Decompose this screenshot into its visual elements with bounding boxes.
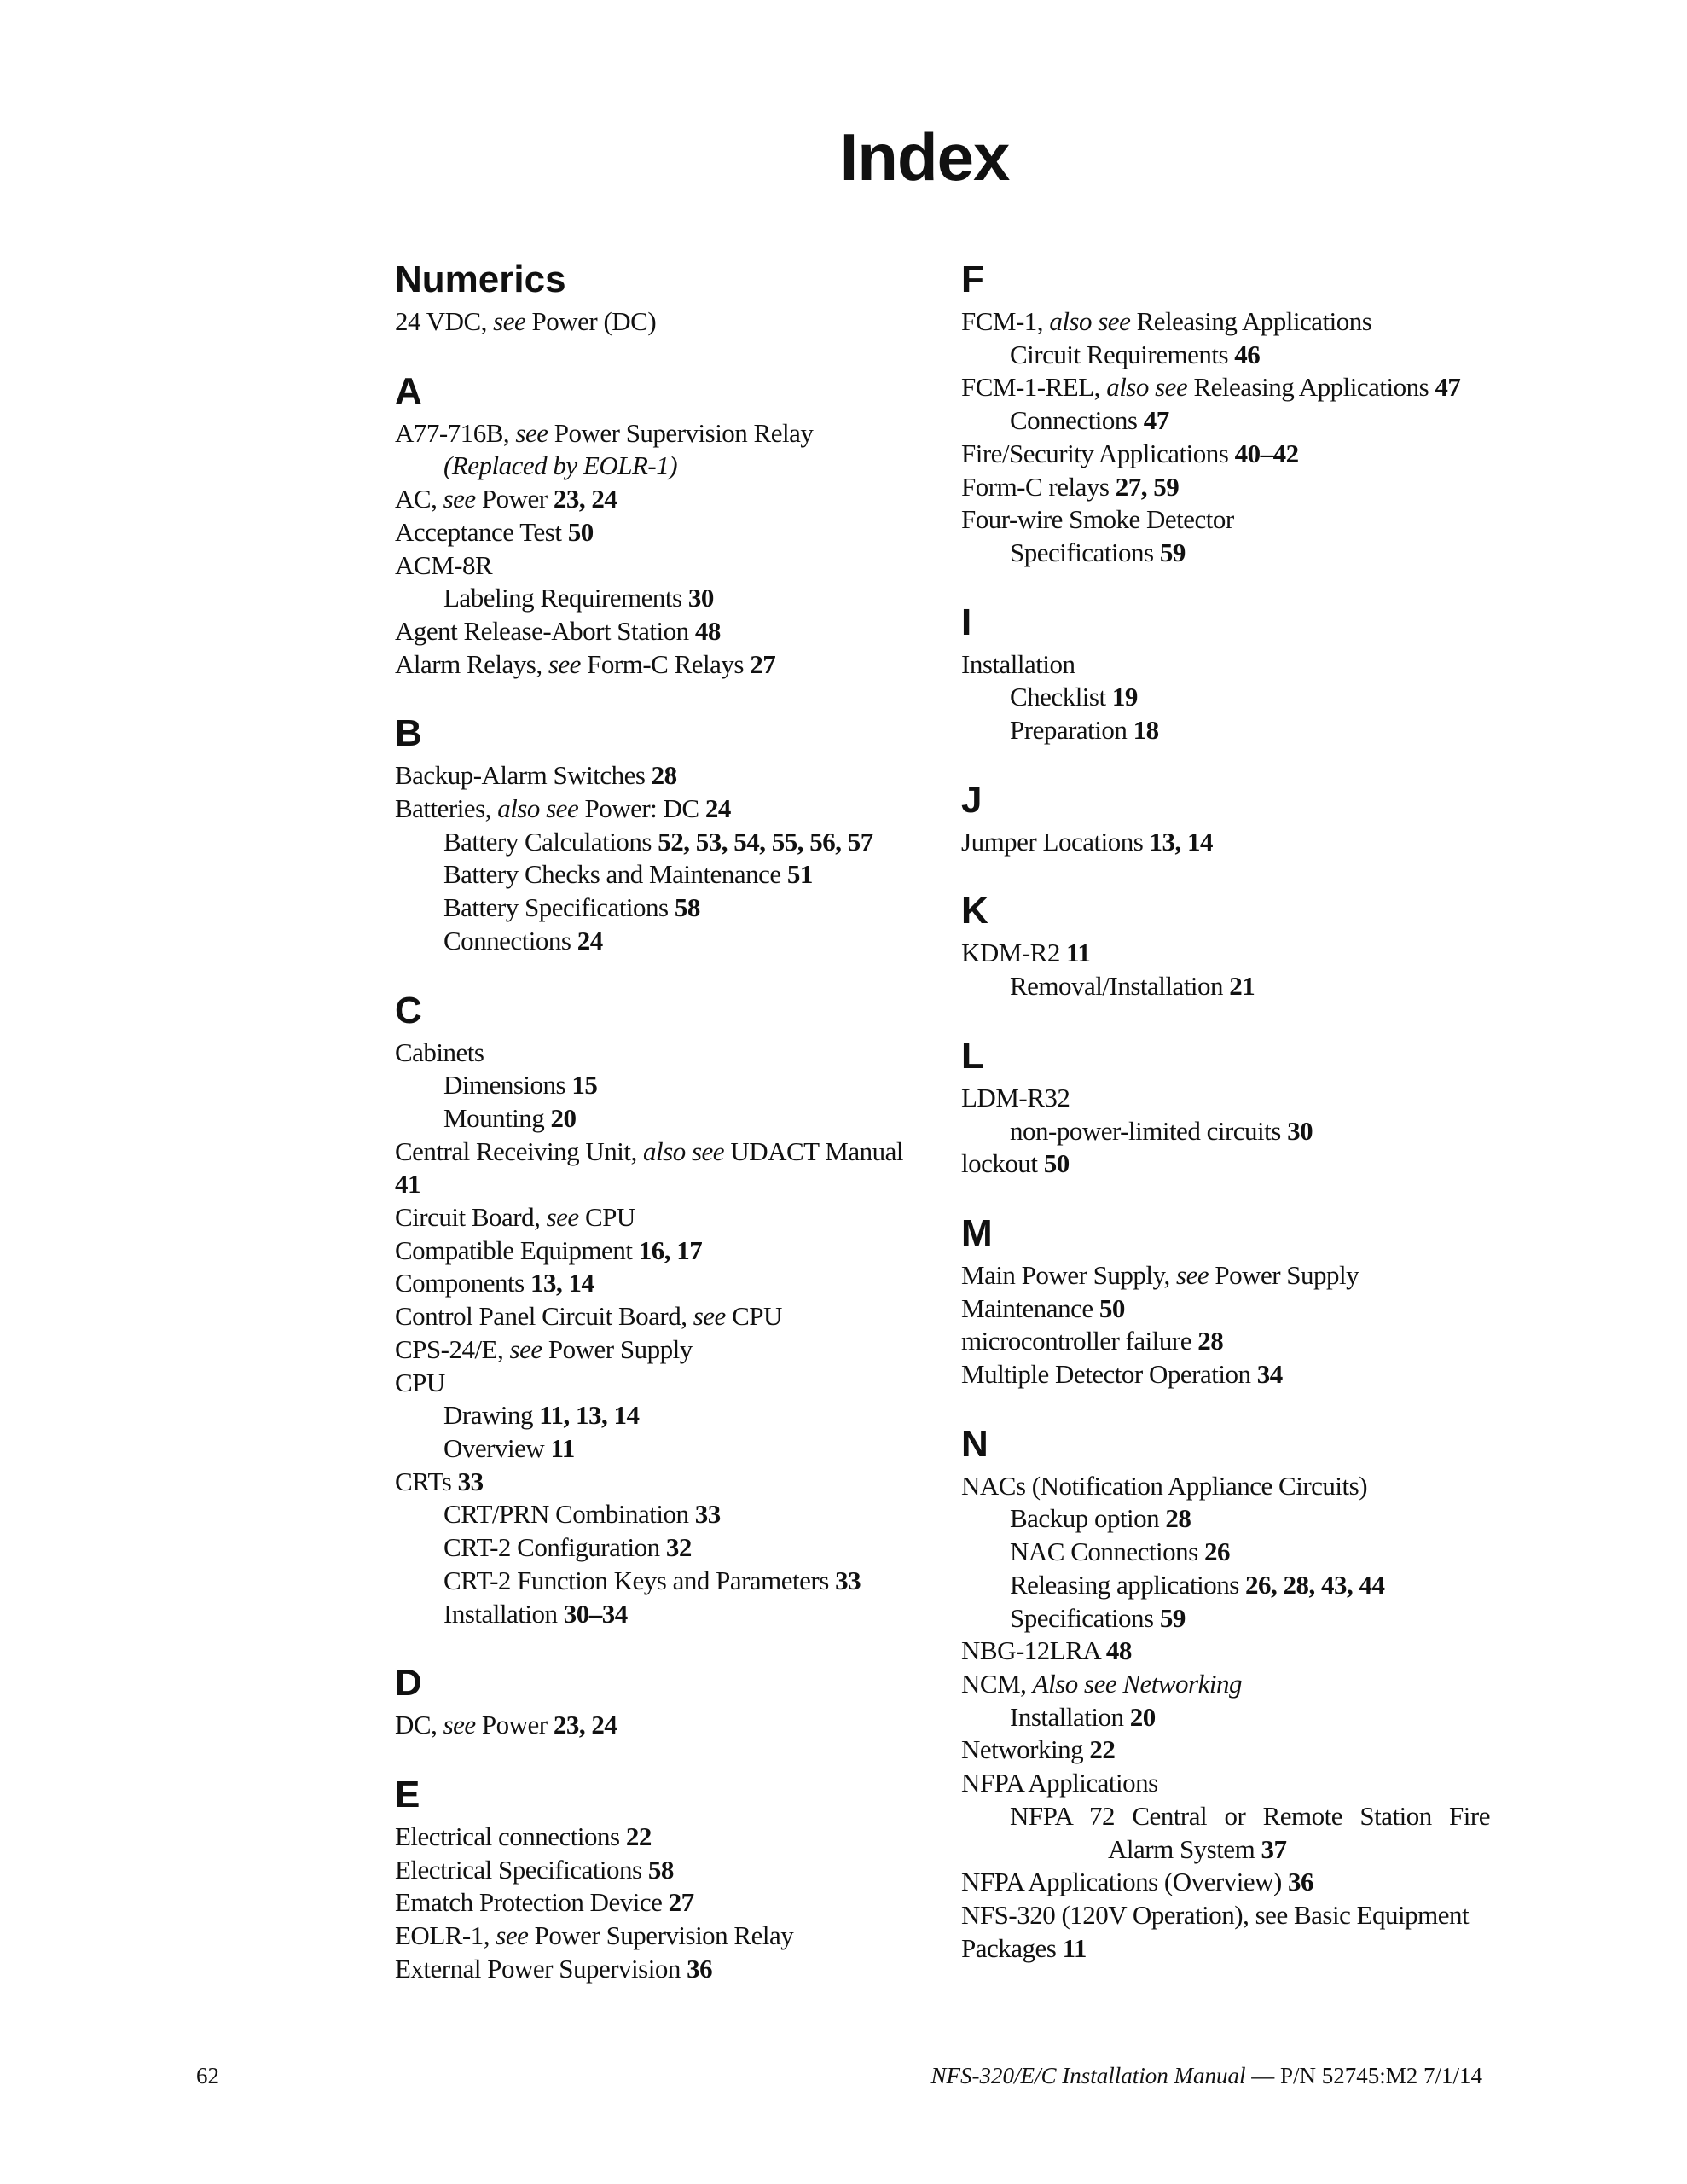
entry-target: Releasing Applications — [1130, 306, 1372, 336]
index-entry — [395, 1498, 915, 1531]
index-entry — [961, 1536, 1490, 1569]
page-reference: 22 — [625, 1821, 652, 1851]
entry-term: Labeling Requirements — [443, 583, 688, 613]
index-entry — [395, 1565, 915, 1598]
entry-target: Power: DC — [578, 793, 705, 824]
index-entry — [395, 516, 915, 549]
section-heading: I — [961, 601, 972, 643]
entry-term: Connections — [443, 925, 577, 956]
see-reference: see — [548, 648, 581, 679]
index-entry — [961, 305, 1490, 339]
entry-term: CRT-2 Configuration — [443, 1532, 666, 1563]
see-reference: see — [493, 306, 526, 336]
index-entry — [961, 1866, 1490, 1899]
page-reference: 48 — [1105, 1635, 1132, 1666]
section-heading: B — [395, 712, 422, 755]
entry-term: Batteries, — [395, 793, 498, 824]
index-entry — [395, 1234, 915, 1268]
index-entry — [961, 371, 1490, 404]
index-entry — [395, 1953, 915, 1986]
page-reference: 11 — [1062, 1932, 1087, 1963]
footer-manual-ref — [930, 2063, 1482, 2089]
page-reference: 26 — [1203, 1536, 1230, 1567]
entry-term: Releasing applications — [1010, 1569, 1246, 1600]
page-reference: 11 — [550, 1432, 575, 1463]
entry-term: Battery Calculations — [443, 826, 658, 857]
page-reference: 13, 14 — [530, 1268, 594, 1298]
entry-term: KDM-R2 — [961, 938, 1067, 968]
page-reference: 58 — [647, 1854, 674, 1885]
index-section — [961, 1032, 1490, 1181]
entry-term: NFPA Applications — [961, 1768, 1158, 1798]
index-section — [961, 887, 1490, 1002]
page-reference: 13, 14 — [1149, 826, 1214, 857]
page-title: Index — [839, 119, 1010, 195]
page-reference: 21 — [1229, 971, 1255, 1002]
index-entry — [961, 1899, 1490, 1932]
index-entry — [961, 1292, 1490, 1326]
entry-term: DC, — [395, 1710, 443, 1740]
page-reference: 59 — [1159, 537, 1186, 567]
index-entry — [961, 826, 1490, 859]
entry-term: Compatible Equipment — [395, 1234, 639, 1265]
page-reference: 36 — [1288, 1867, 1314, 1897]
index-section — [961, 1210, 1490, 1391]
section-heading: F — [961, 258, 984, 300]
entry-target: CPU — [578, 1202, 635, 1233]
entry-term: NBG-12LRA — [961, 1635, 1106, 1666]
index-entry — [961, 1932, 1490, 1966]
entry-term: FCM-1-REL, — [961, 372, 1107, 403]
see-reference: see — [693, 1301, 726, 1332]
page-reference: 28 — [1197, 1326, 1224, 1356]
entry-term: Cabinets — [395, 1037, 484, 1067]
page-reference: 48 — [694, 615, 721, 646]
page-reference: 30 — [1287, 1115, 1313, 1146]
entry-term: EOLR-1, — [395, 1920, 496, 1951]
index-entry — [395, 1886, 915, 1920]
entry-target: UDACT Manual — [724, 1136, 903, 1166]
entry-term: Installation — [1010, 1701, 1130, 1732]
see-reference: Also see Networking — [1032, 1668, 1242, 1699]
see-reference: see — [443, 484, 476, 514]
entry-term: Alarm System — [1108, 1833, 1261, 1864]
see-reference: also see — [643, 1136, 725, 1166]
index-entry — [961, 681, 1490, 714]
index-entry — [961, 1767, 1490, 1800]
index-entry — [395, 1920, 915, 1953]
index-entry — [395, 1102, 915, 1136]
page-reference: 24 — [577, 925, 603, 956]
section-heading: A — [395, 369, 422, 412]
entry-term: Alarm Relays, — [395, 648, 548, 679]
page-reference: 28 — [651, 760, 677, 791]
entry-term: Specifications — [1010, 1602, 1160, 1633]
index-entry — [395, 1709, 915, 1742]
page-reference: 36 — [687, 1953, 713, 1984]
index-column-left — [395, 256, 915, 2014]
entry-target: Power — [475, 484, 554, 514]
index-entry — [961, 537, 1490, 570]
entry-target: Form-C Relays — [580, 648, 751, 679]
see-reference: see — [496, 1920, 529, 1951]
index-entry — [395, 1432, 915, 1466]
page-reference: 33 — [694, 1499, 721, 1530]
page-reference: 27, 59 — [1115, 471, 1180, 502]
index-entry — [395, 1333, 915, 1367]
page-reference: 11 — [1066, 938, 1091, 968]
entry-term: CPS-24/E, — [395, 1333, 510, 1364]
entry-term: Dimensions — [443, 1070, 572, 1101]
index-entry — [961, 1147, 1490, 1181]
entry-term: NACs (Notification Appliance Circuits) — [961, 1470, 1368, 1501]
index-entry — [395, 417, 915, 450]
page-reference: 47 — [1143, 405, 1169, 436]
entry-term: Installation — [443, 1598, 564, 1629]
entry-term: ACM-8R — [395, 549, 493, 580]
page-reference: 27 — [750, 648, 776, 679]
index-entry — [395, 1069, 915, 1102]
page-reference: 20 — [1129, 1701, 1156, 1732]
entry-target: Power Supervision Relay — [548, 417, 814, 448]
index-section — [961, 599, 1490, 747]
index-entry — [395, 1466, 915, 1499]
index-entry — [961, 503, 1490, 537]
entry-target: Power (DC) — [525, 306, 657, 336]
entry-term: Circuit Board, — [395, 1202, 547, 1233]
page-reference: 20 — [550, 1102, 577, 1133]
index-entry — [961, 1325, 1490, 1358]
index-entry — [395, 925, 915, 958]
entry-term: Specifications — [1010, 537, 1160, 567]
entry-term: Overview — [443, 1432, 551, 1463]
see-reference: also see — [497, 793, 579, 824]
index-entry — [395, 1168, 915, 1201]
entry-term: LDM-R32 — [961, 1082, 1070, 1112]
page-reference: 34 — [1256, 1359, 1283, 1390]
section-heading: C — [395, 989, 422, 1031]
section-heading: N — [961, 1422, 988, 1465]
index-entry — [961, 1470, 1490, 1503]
index-entry — [395, 615, 915, 648]
page-number: 62 — [196, 2063, 219, 2088]
index-entry — [961, 1833, 1490, 1867]
entry-term: Circuit Requirements — [1010, 339, 1235, 369]
page-reference: 30 — [687, 583, 714, 613]
page-reference: 15 — [571, 1070, 598, 1101]
index-entry — [395, 1136, 915, 1169]
index-entry — [395, 1598, 915, 1631]
entry-target: CPU — [725, 1301, 782, 1332]
entry-term: NFS-320 (120V Operation), see Basic Equipment — [961, 1899, 1470, 1930]
page-reference: 22 — [1089, 1734, 1116, 1765]
entry-term: CRT/PRN Combination — [443, 1499, 695, 1530]
index-entry — [961, 970, 1490, 1003]
index-entry — [395, 305, 915, 339]
entry-term: Backup-Alarm Switches — [395, 760, 652, 791]
entry-term: Electrical Specifications — [395, 1854, 648, 1885]
page-reference: 33 — [835, 1565, 861, 1595]
index-entry — [961, 438, 1490, 471]
page-reference: 41 — [395, 1169, 420, 1199]
page-reference: 46 — [1234, 339, 1261, 369]
entry-term: Battery Checks and Maintenance — [443, 859, 787, 890]
entry-term: non-power-limited circuits — [1010, 1115, 1288, 1146]
see-reference: also see — [1106, 372, 1188, 403]
page-reference: 23, 24 — [553, 484, 617, 514]
entry-term: Jumper Locations — [961, 826, 1150, 857]
page-reference: 32 — [665, 1532, 692, 1563]
page-reference: 50 — [1043, 1148, 1070, 1179]
index-entry — [395, 1201, 915, 1234]
index-entry — [395, 1531, 915, 1565]
index-entry — [395, 1267, 915, 1300]
index-entry — [395, 1037, 915, 1070]
entry-note: (Replaced by EOLR-1) — [443, 450, 678, 481]
index-entry — [395, 1300, 915, 1333]
entry-term: Four-wire Smoke Detector — [961, 504, 1234, 535]
index-entry — [961, 1635, 1490, 1668]
entry-target: Releasing Applications — [1187, 372, 1435, 403]
entry-term: A77-716B, — [395, 417, 516, 448]
page-reference: 50 — [567, 516, 594, 547]
index-entry — [395, 450, 915, 483]
index-entry — [961, 471, 1490, 504]
entry-target: Power Supply — [542, 1333, 693, 1364]
page-reference: 16, 17 — [638, 1234, 703, 1265]
entry-term: FCM-1, — [961, 306, 1050, 336]
index-entry — [395, 892, 915, 925]
entry-target: Power Supervision Relay — [528, 1920, 794, 1951]
entry-term: Packages — [961, 1932, 1063, 1963]
page-reference: 27 — [668, 1887, 694, 1918]
page-reference: 23, 24 — [553, 1710, 617, 1740]
index-section — [395, 1771, 915, 1986]
entry-term: 24 VDC, — [395, 306, 494, 336]
entry-target: Power — [475, 1710, 554, 1740]
index-entry — [961, 404, 1490, 438]
index-entry — [961, 1115, 1490, 1148]
section-heading: J — [961, 778, 983, 821]
entry-term: AC, — [395, 484, 443, 514]
entry-term: microcontroller failure — [961, 1326, 1198, 1356]
entry-term: Form-C relays — [961, 471, 1116, 502]
index-section — [395, 710, 915, 957]
index-column-right — [961, 256, 1490, 1994]
index-entry — [961, 1569, 1490, 1602]
index-entry — [961, 1358, 1490, 1391]
entry-term: Electrical connections — [395, 1821, 626, 1851]
section-heading: E — [395, 1773, 420, 1815]
entry-term: Backup option — [1010, 1503, 1166, 1534]
section-heading: M — [961, 1211, 993, 1254]
section-heading: D — [395, 1662, 422, 1705]
index-entry — [961, 648, 1490, 682]
section-heading: Numerics — [395, 258, 566, 300]
entry-term: Installation — [961, 648, 1075, 679]
index-entry — [961, 1668, 1490, 1701]
index-entry — [395, 648, 915, 682]
see-reference: see — [546, 1202, 579, 1233]
entry-term: Battery Specifications — [443, 892, 675, 923]
index-entry — [395, 582, 915, 615]
index-section — [395, 1659, 915, 1742]
page-reference: 11, 13, 14 — [539, 1400, 640, 1431]
entry-term: Main Power Supply, — [961, 1259, 1176, 1290]
page-reference: 19 — [1111, 682, 1138, 712]
entry-term: Maintenance — [961, 1292, 1099, 1323]
index-entry — [961, 1502, 1490, 1536]
entry-term: Networking — [961, 1734, 1090, 1765]
entry-term: CPU — [395, 1367, 445, 1397]
index-entry — [961, 1800, 1490, 1833]
entry-term: Multiple Detector Operation — [961, 1359, 1257, 1390]
entry-term: Components — [395, 1268, 530, 1298]
section-heading: K — [961, 890, 988, 932]
entry-term: NFPA Applications (Overview) — [961, 1867, 1289, 1897]
page-reference: 37 — [1261, 1833, 1287, 1864]
index-entry — [395, 826, 915, 859]
page-reference: 50 — [1099, 1292, 1125, 1323]
entry-term: CRTs — [395, 1466, 458, 1496]
entry-term: Agent Release-Abort Station — [395, 615, 695, 646]
index-section — [395, 256, 915, 339]
see-reference: see — [443, 1710, 476, 1740]
entry-term: External Power Supervision — [395, 1953, 687, 1984]
entry-term: lockout — [961, 1148, 1044, 1179]
entry-term: Preparation — [1010, 715, 1133, 746]
entry-term: Ematch Protection Device — [395, 1887, 669, 1918]
index-section — [395, 987, 915, 1631]
index-entry — [395, 858, 915, 892]
entry-term: Checklist — [1010, 682, 1112, 712]
index-entry — [961, 1701, 1490, 1734]
section-heading: L — [961, 1034, 984, 1077]
entry-term: Drawing — [443, 1400, 540, 1431]
index-entry — [961, 1259, 1490, 1292]
index-entry — [961, 1082, 1490, 1115]
part-number: — P/N 52745:M2 7/1/14 — [1245, 2063, 1482, 2088]
index-entry — [395, 1821, 915, 1854]
entry-term: CRT-2 Function Keys and Parameters — [443, 1565, 836, 1595]
entry-term: NAC Connections — [1010, 1536, 1204, 1567]
index-entry — [961, 1602, 1490, 1635]
entry-term: Acceptance Test — [395, 516, 568, 547]
entry-term: Connections — [1010, 405, 1144, 436]
page-reference: 18 — [1133, 715, 1159, 746]
index-section — [395, 368, 915, 682]
index-entry — [395, 549, 915, 583]
index-section — [961, 1420, 1490, 1966]
index-entry — [395, 1399, 915, 1432]
index-entry — [961, 339, 1490, 372]
index-entry — [395, 483, 915, 516]
see-reference: also see — [1049, 306, 1131, 336]
page-reference: 47 — [1435, 372, 1461, 403]
index-entry — [395, 793, 915, 826]
see-reference: see — [509, 1333, 542, 1364]
entry-term: Control Panel Circuit Board, — [395, 1301, 693, 1332]
page-reference: 30–34 — [563, 1598, 628, 1629]
entry-target: Power Supply — [1209, 1259, 1359, 1290]
page-reference: 59 — [1159, 1602, 1186, 1633]
page-reference: 52, 53, 54, 55, 56, 57 — [658, 826, 873, 857]
page-reference: 51 — [786, 859, 813, 890]
index-section — [961, 256, 1490, 570]
page-reference: 58 — [674, 892, 700, 923]
see-reference: see — [1176, 1259, 1209, 1290]
page-reference: 40–42 — [1234, 438, 1299, 468]
index-entry — [395, 759, 915, 793]
page-reference: 28 — [1165, 1503, 1191, 1534]
page-reference: 26, 28, 43, 44 — [1245, 1569, 1385, 1600]
entry-term: NCM, — [961, 1668, 1033, 1699]
index-entry — [961, 1734, 1490, 1767]
page-reference: 33 — [457, 1466, 484, 1496]
index-entry — [961, 937, 1490, 970]
index-section — [961, 776, 1490, 859]
index-entry — [961, 714, 1490, 747]
see-reference: see — [515, 417, 548, 448]
entry-term: Mounting — [443, 1102, 551, 1133]
entry-term: NFPA 72 Central or Remote Station Fire — [1010, 1800, 1490, 1831]
page-reference: 24 — [704, 793, 731, 824]
entry-term: Removal/Installation — [1010, 971, 1230, 1002]
manual-title: NFS-320/E/C Installation Manual — [930, 2063, 1246, 2088]
entry-term: Fire/Security Applications — [961, 438, 1235, 468]
index-entry — [395, 1367, 915, 1400]
index-entry — [395, 1854, 915, 1887]
entry-term: Central Receiving Unit, — [395, 1136, 644, 1166]
